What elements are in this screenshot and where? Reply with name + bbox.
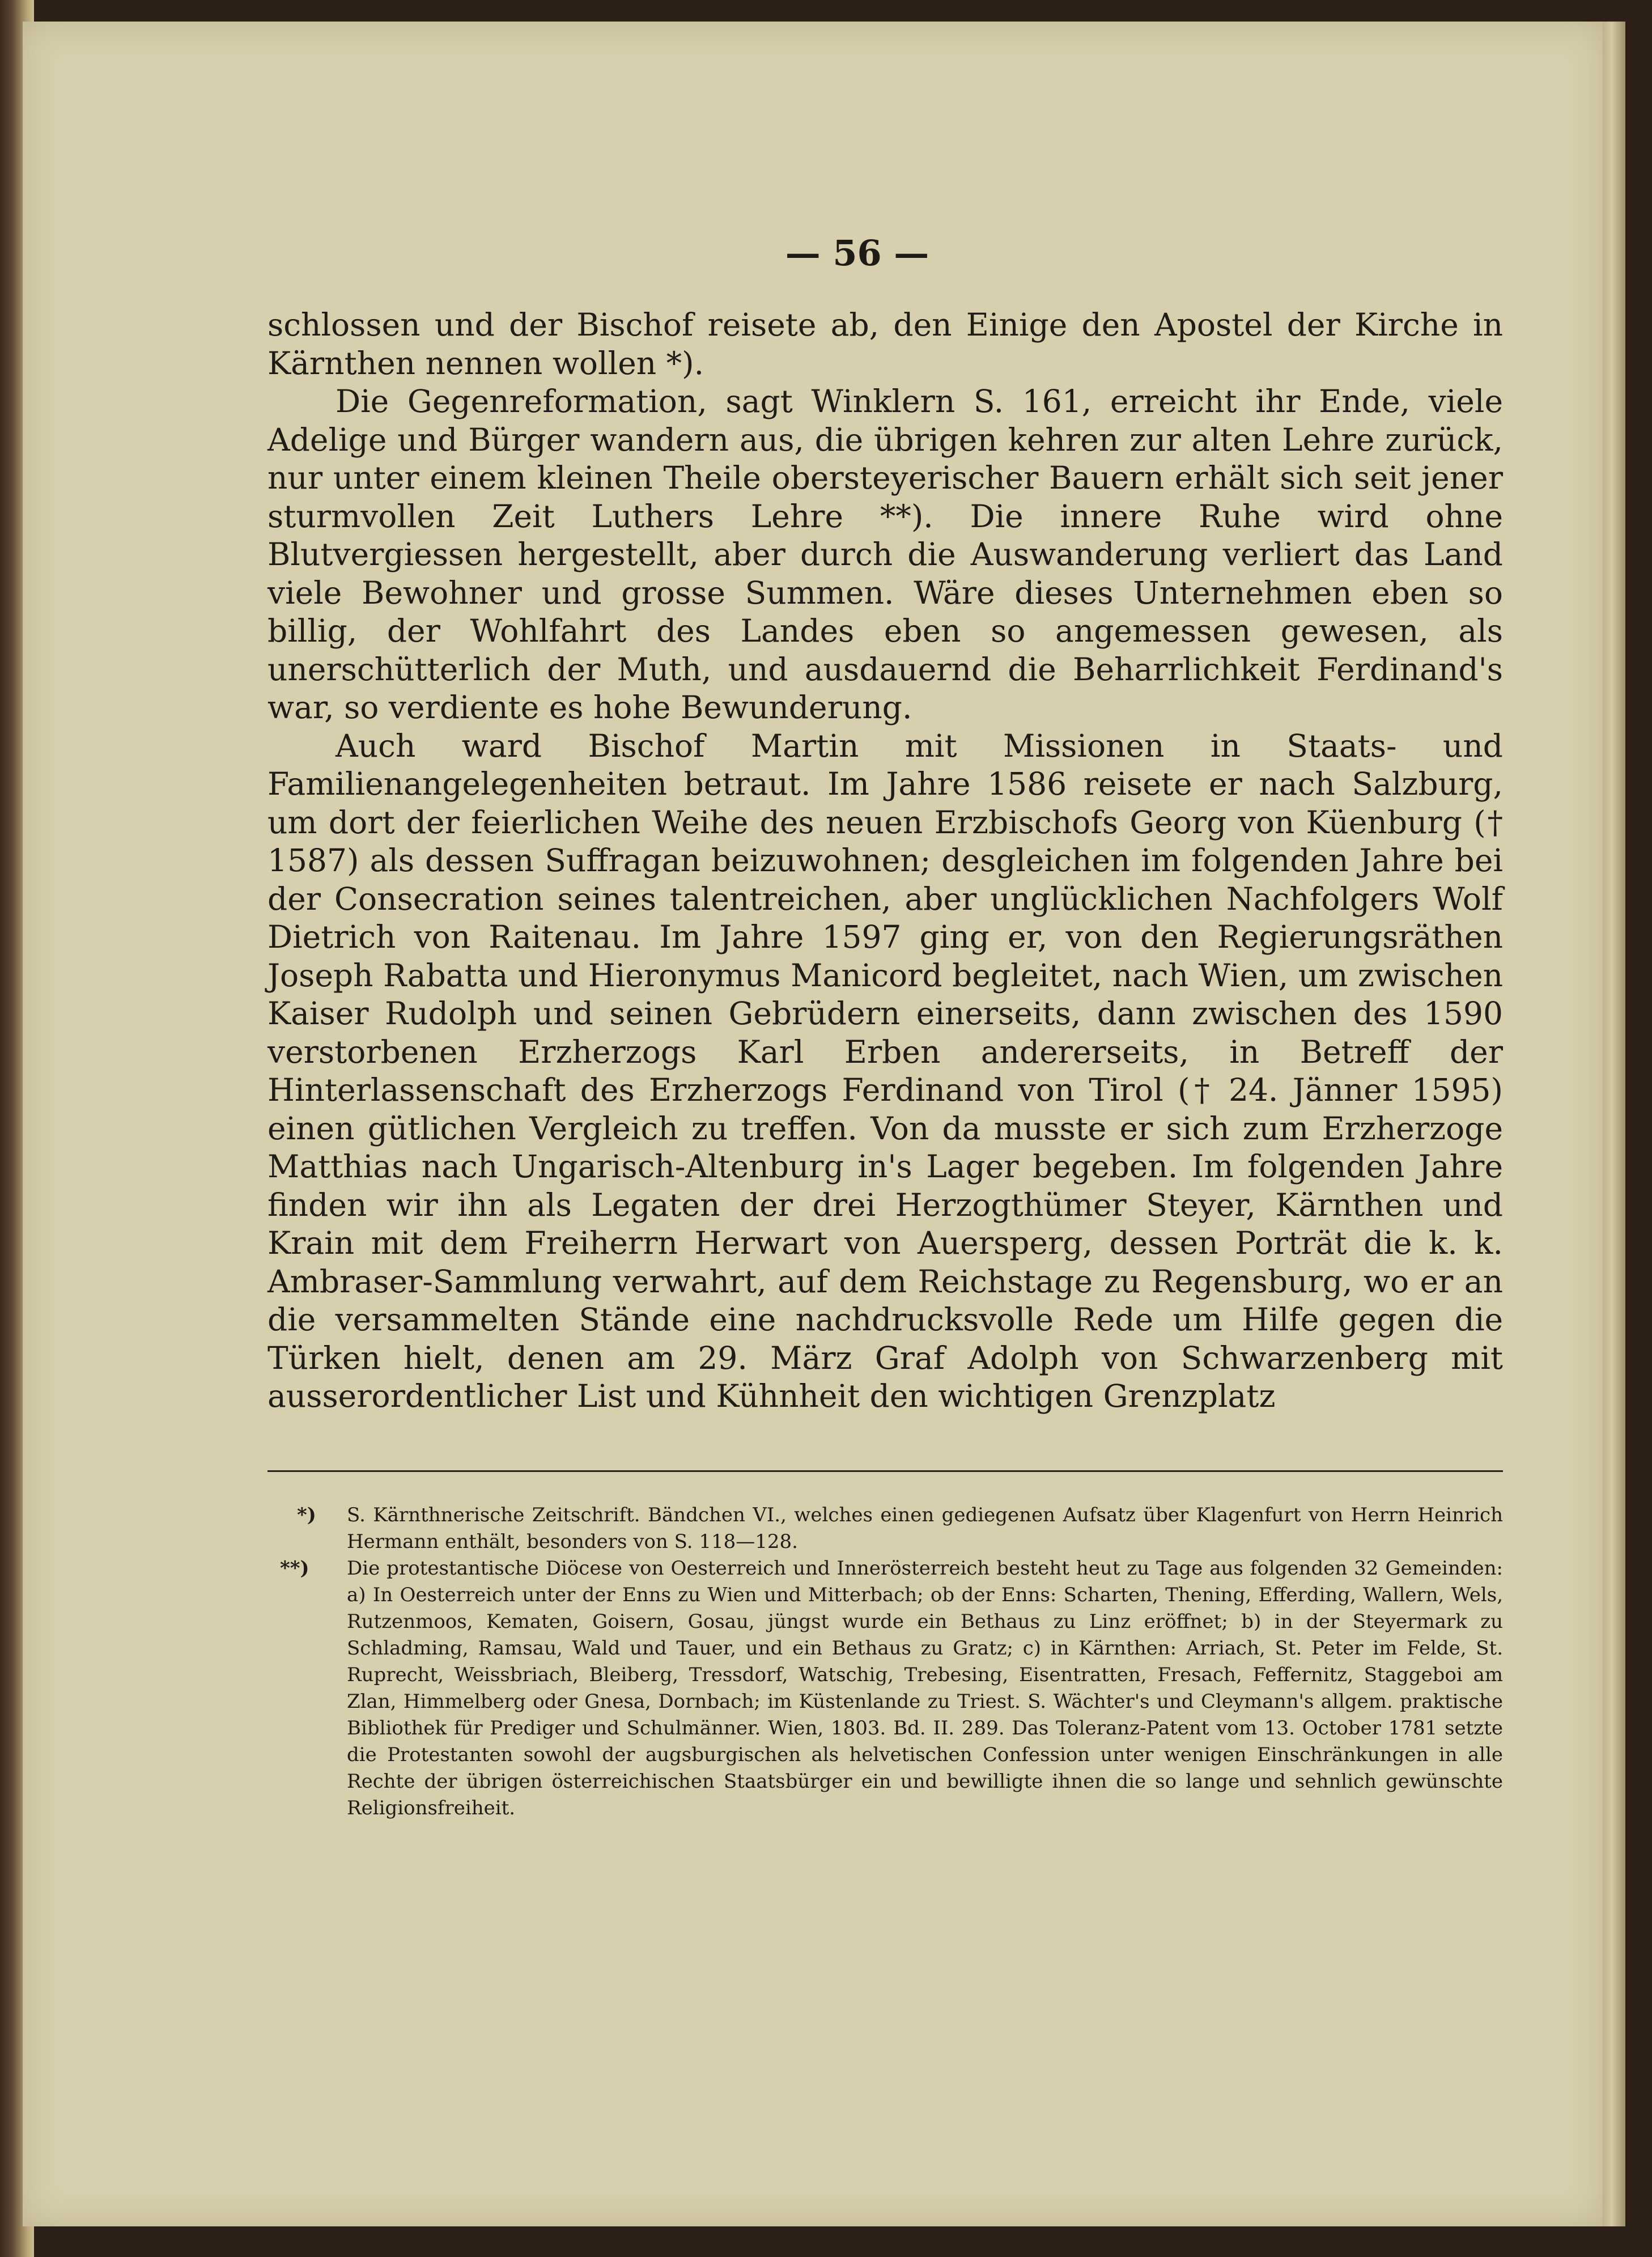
footnote-1 <box>267 1502 1503 1555</box>
paragraph-1: schlossen und der Bischof reisete ab, den Einige den Apostel der Kirche in Kärnthen nennen wollen *). <box>267 307 1503 381</box>
footnote-divider <box>267 1470 1503 1472</box>
main-text <box>267 306 1503 1416</box>
footnote-2 <box>267 1555 1503 1822</box>
footnote-text: S. Kärnthnerische Zeitschrift. Bändchen VI., welches einen gediegenen Aufsatz über Klagenfurt von Herrn Heinrich Hermann enthält, besonders von S. 118—128. <box>347 1504 1503 1553</box>
footnote-mark: **) <box>280 1557 309 1580</box>
page-number: — 56 — <box>785 232 929 274</box>
footnote-mark: *) <box>297 1504 316 1526</box>
paragraph-2: Die Gegenreformation, sagt Winklern S. 161, erreicht ihr Ende, viele Adelige und Bürger wandern aus, die übrigen kehren zur alten Lehre zurück, nur unter einem kleinen Theile obersteyerischer Bauern erhält sich seit jener sturmvollen Zeit Luthers Lehre **). Die innere Ruhe wird ohne Blutvergiessen hergestellt, aber durch die Auswanderung verliert das Land viele Bewohner und grosse Summen. Wäre dieses Unternehmen eben so billig, der Wohlfahrt des Landes eben so angemessen gewesen, als unerschütterlich der Muth, und ausdauernd die Beharrlichkeit Ferdinand's war, so verdiente es hohe Bewunderung. <box>267 383 1503 726</box>
paragraph-3: Auch ward Bischof Martin mit Missionen in Staats- und Familienangelegenheiten betraut. Im Jahre 1586 reisete er nach Salzburg, um dort der feierlichen Weihe des neuen Erzbischofs Georg von Küenburg († 1587) als dessen Suffragan beizuwohnen; desgleichen im folgenden Jahre bei der Consecration seines talentreichen, aber unglücklichen Nachfolgers Wolf Dietrich von Raitenau. Im Jahre 1597 ging er, von den Regierungsräthen Joseph Rabatta und Hieronymus Manicord begleitet, nach Wien, um zwischen Kaiser Rudolph und seinen Gebrüdern einerseits, dann zwischen des 1590 verstorbenen Erzherzogs Karl Erben andererseits, in Betreff der Hinterlassenschaft des Erzherzogs Ferdinand von Tirol († 24. Jänner 1595) einen gütlichen Vergleich zu treffen. Von da musste er sich zum Erzherzoge Matthias nach Ungarisch-Altenburg in's Lager begeben. Im folgenden Jahre finden wir ihn als Legaten der drei Herzogthümer Steyer, Kärnthen und Krain mit dem Freiherrn Herwart von Auersperg, dessen Porträt die k. k. Ambraser-Sammlung verwahrt, auf dem Reichstage zu Regensburg, wo er an die versammelten Stände eine nachdrucksvolle Rede um Hilfe gegen die Türken hielt, denen am 29. März Graf Adolph von Schwarzenberg mit ausserordentlicher List und Kühnheit den wichtigen Grenzplatz <box>267 727 1503 1414</box>
page-edge <box>1603 22 1625 2226</box>
footnotes <box>267 1502 1503 1822</box>
footnote-text: Die protestantische Diöcese von Oesterreich und Innerösterreich besteht heut zu Tage aus folgenden 32 Gemeinden: a) In Oesterreich unter der Enns zu Wien und Mitterbach; ob der Enns: Scharten, Thening, Efferding, Wallern, Wels, Rutzenmoos, Kematen, Goisern, Gosau, jüngst wurde ein Bethaus zu Linz eröffnet; b) in der Steyermark zu Schladming, Ramsau, Wald und Tauer, und ein Bethaus zu Gratz; c) in Kärnthen: Arriach, St. Peter im Felde, St. Ruprecht, Weissbriach, Bleiberg, Tressdorf, Watschig, Trebesing, Eisentratten, Fresach, Feffernitz, Staggeboi am Zlan, Himmelberg oder Gnesa, Dornbach; im Küstenlande zu Triest. S. Wächter's und Cleymann's allgem. praktische Bibliothek für Prediger und Schulmänner. Wien, 1803. Bd. II. 289. Das Toleranz-Patent vom 13. October 1781 setzte die Protestanten sowohl der augsburgischen als helvetischen Confession unter wenigen Einschränkungen in alle Rechte der übrigen österreichischen Staatsbürger ein und bewilligte ihnen die so lange und sehnlich gewünschte Religionsfreiheit. <box>347 1557 1503 1819</box>
